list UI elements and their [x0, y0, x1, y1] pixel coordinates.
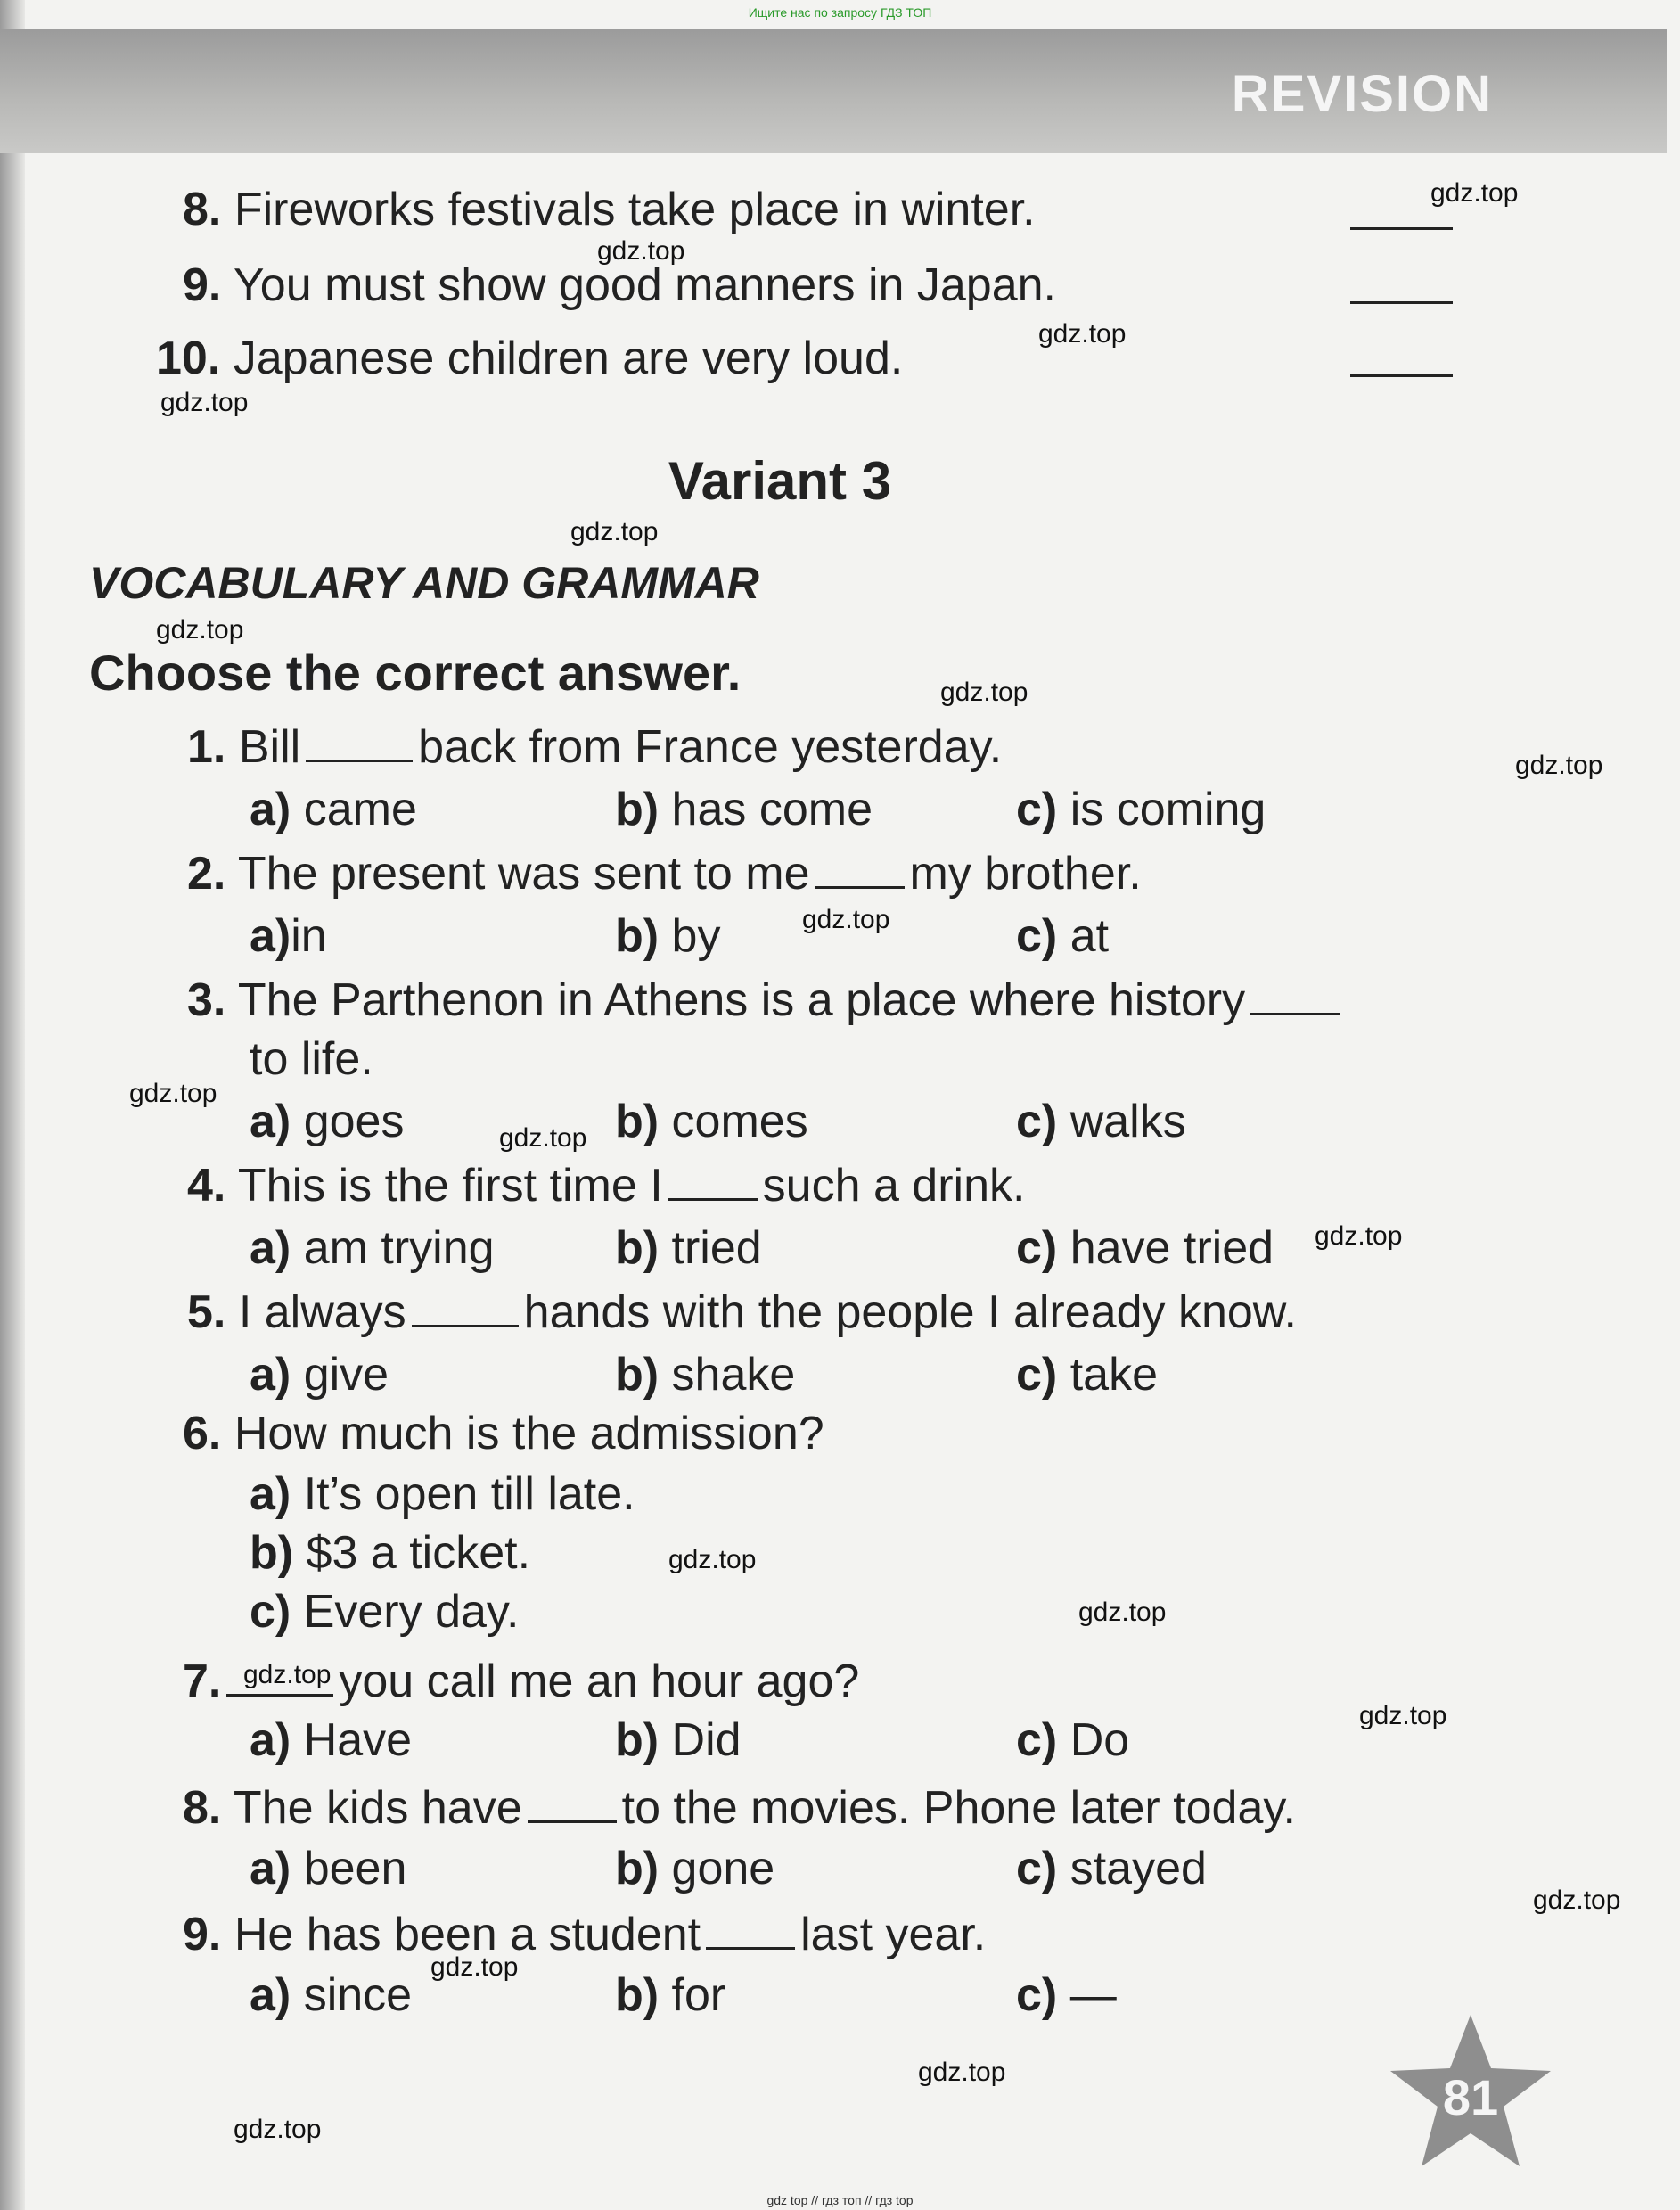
option-c[interactable]: c) —	[1016, 1969, 1117, 2021]
option-b[interactable]: b) gone	[615, 1843, 775, 1894]
answer-blank[interactable]	[1350, 227, 1453, 230]
option-b[interactable]: b) $3 a ticket.	[250, 1527, 531, 1579]
section-title: VOCABULARY AND GRAMMAR	[89, 558, 759, 608]
watermark: gdz.top	[1533, 1885, 1621, 1915]
variant-title: Variant 3	[668, 451, 892, 511]
prev-item-8: 8. Fireworks festivals take place in winter.	[183, 184, 1036, 235]
watermark: gdz.top	[430, 1952, 519, 1982]
question-9: 9. He has been a student last year.	[183, 1909, 987, 1960]
answer-blank[interactable]	[815, 879, 905, 889]
question-2: 2. The present was sent to me my brother.	[187, 848, 1142, 900]
question-6: 6. How much is the admission?	[183, 1408, 824, 1459]
option-a[interactable]: a) It’s open till late.	[250, 1468, 635, 1520]
watermark: gdz.top	[499, 1123, 587, 1153]
question-8: 8. The kids have to the movies. Phone later today.	[183, 1782, 1296, 1834]
top-ad-link[interactable]: Ищите нас по запросу ГДЗ ТОП	[748, 5, 932, 20]
option-b[interactable]: b) Did	[615, 1714, 742, 1766]
option-a[interactable]: a) am trying	[250, 1222, 495, 1274]
answer-blank[interactable]	[528, 1813, 617, 1823]
option-b[interactable]: b) comes	[615, 1096, 808, 1147]
answer-blank[interactable]	[1350, 374, 1453, 377]
question-4: 4. This is the first time I such a drink.	[187, 1160, 1026, 1212]
option-a[interactable]: a) Have	[250, 1714, 413, 1766]
revision-header: REVISION	[1231, 65, 1493, 123]
option-b[interactable]: b) has come	[615, 784, 873, 835]
question-3: 3. The Parthenon in Athens is a place where history	[187, 974, 1345, 1027]
answer-blank[interactable]	[668, 1191, 758, 1201]
answer-blank[interactable]	[306, 752, 413, 762]
watermark: gdz.top	[243, 1660, 332, 1689]
page-binding-shadow	[0, 0, 25, 2210]
watermark: gdz.top	[918, 2058, 1006, 2087]
question-3-continuation: to life.	[250, 1033, 373, 1085]
watermark: gdz.top	[234, 2115, 322, 2144]
watermark: gdz.top	[156, 615, 244, 645]
option-b[interactable]: b) for	[615, 1969, 726, 2021]
watermark: gdz.top	[160, 388, 249, 417]
bottom-ad-link[interactable]: gdz top // гдз топ // гдз top	[766, 2193, 914, 2207]
option-b[interactable]: b) shake	[615, 1349, 796, 1401]
option-c[interactable]: c) at	[1016, 910, 1110, 962]
instruction: Choose the correct answer.	[89, 645, 742, 701]
question-7: 7. you call me an hour ago?	[183, 1655, 860, 1707]
option-a[interactable]: a) since	[250, 1969, 413, 2021]
option-a[interactable]: a) goes	[250, 1096, 405, 1147]
option-c[interactable]: c) walks	[1016, 1096, 1186, 1147]
watermark: gdz.top	[129, 1079, 217, 1108]
answer-blank[interactable]	[412, 1318, 519, 1327]
option-c[interactable]: c) Every day.	[250, 1586, 520, 1638]
answer-blank[interactable]	[1250, 1006, 1340, 1015]
watermark: gdz.top	[940, 678, 1028, 707]
option-a[interactable]: a) been	[250, 1843, 407, 1894]
watermark: gdz.top	[1359, 1701, 1447, 1730]
answer-blank[interactable]	[706, 1940, 795, 1950]
option-a[interactable]: a)in	[250, 910, 327, 962]
option-c[interactable]: c) is coming	[1016, 784, 1266, 835]
watermark: gdz.top	[802, 905, 890, 934]
watermark: gdz.top	[1315, 1221, 1403, 1251]
option-b[interactable]: b) by	[615, 910, 721, 962]
question-1: 1. Bill back from France yesterday.	[187, 721, 1003, 773]
question-5: 5. I always hands with the people I already know.	[187, 1286, 1297, 1338]
watermark: gdz.top	[597, 236, 685, 266]
prev-item-10: 10. Japanese children are very loud.	[156, 333, 904, 384]
page-number: 81	[1442, 2069, 1499, 2125]
option-c[interactable]: c) stayed	[1016, 1843, 1207, 1894]
answer-blank[interactable]	[1350, 301, 1453, 304]
option-c[interactable]: c) take	[1016, 1349, 1158, 1401]
watermark: gdz.top	[1430, 178, 1519, 208]
watermark: gdz.top	[668, 1545, 757, 1574]
watermark: gdz.top	[570, 517, 659, 546]
option-b[interactable]: b) tried	[615, 1222, 762, 1274]
prev-item-9: 9. You must show good manners in Japan.	[183, 259, 1056, 311]
watermark: gdz.top	[1515, 751, 1603, 780]
option-a[interactable]: a) came	[250, 784, 417, 835]
option-c[interactable]: c) Do	[1016, 1714, 1130, 1766]
option-c[interactable]: c) have tried	[1016, 1222, 1274, 1274]
watermark: gdz.top	[1038, 319, 1127, 349]
option-a[interactable]: a) give	[250, 1349, 389, 1401]
watermark: gdz.top	[1078, 1598, 1167, 1627]
